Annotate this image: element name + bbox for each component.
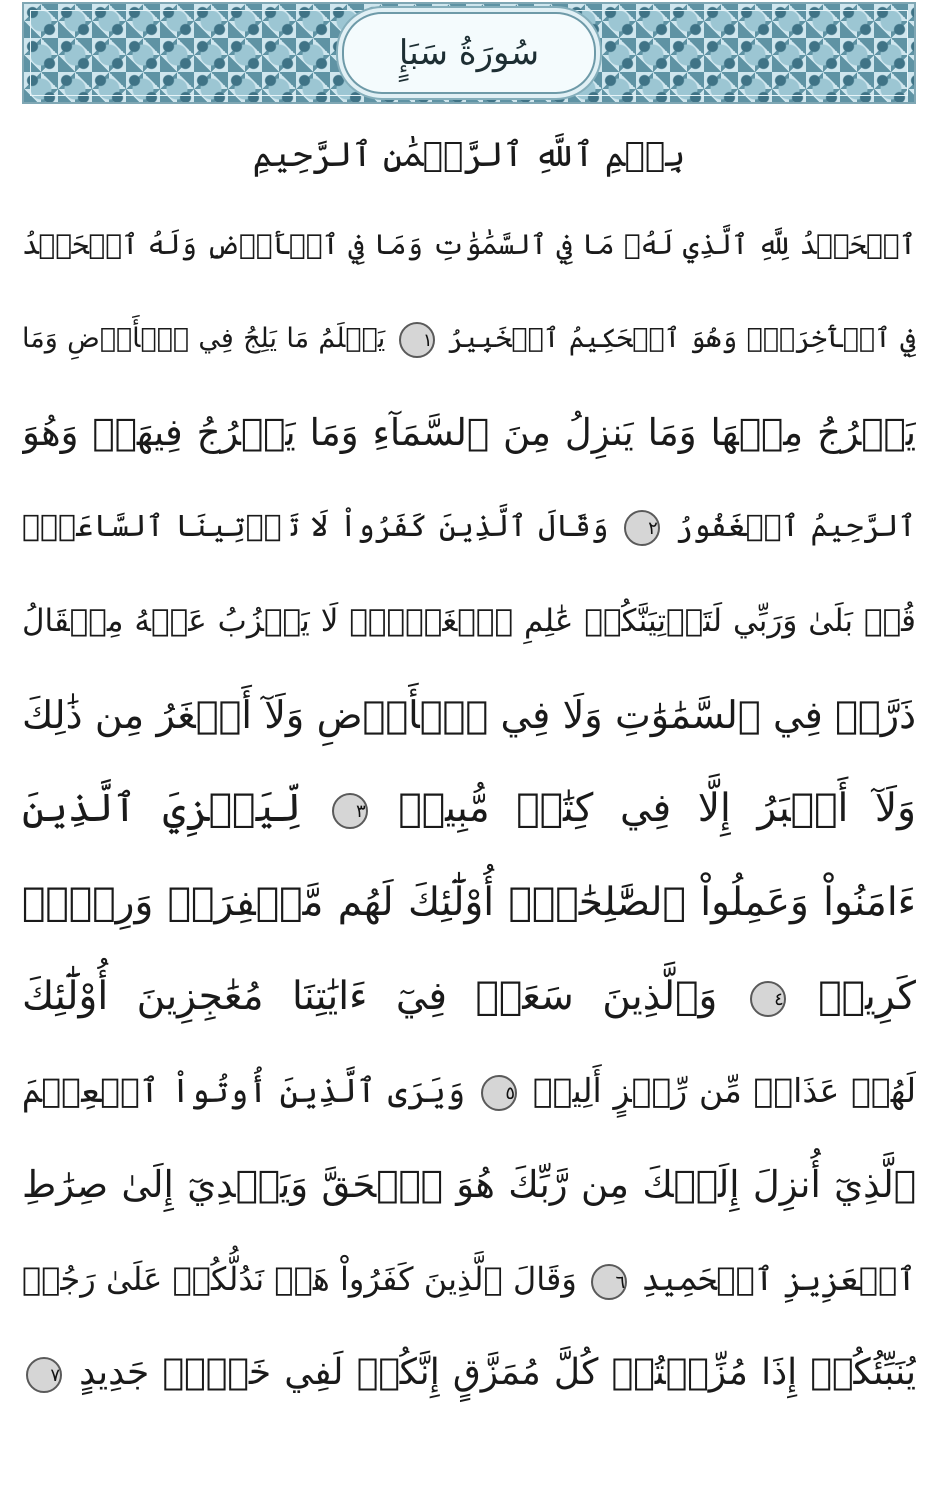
line-13-text: يُنَبِّئُكُمۡ إِذَا مُزِّقۡتُمۡ كُلَّ مُمَزَّقٍ إِنَّكُمۡ لَفِي خَلۡقٖ جَدِيدٍ [79,1352,916,1393]
ayah-number-marker: ٢ [624,510,660,546]
ayah-number-marker: ٣ [332,793,368,829]
line-5-text: قُلۡ بَلَىٰ وَرَبِّي لَتَأۡتِيَنَّكُمۡ عَٰلِمِ ٱلۡغَيۡبِۖ لَا يَعۡزُبُ عَنۡهُ مِثۡقَالُ [22,603,916,639]
surah-title: سُورَةُ سَبَإٍ [398,33,540,73]
surah-title-cartouche [342,12,596,94]
quran-text-body [22,198,916,1420]
text-line-3 [22,386,916,480]
text-line-12 [22,1232,916,1326]
line-4-text-a: ٱلرَّحِيمُ ٱلۡغَفُورُ [675,509,916,544]
line-4-text-b: وَقَالَ ٱلَّذِينَ كَفَرُواْ لَا تَأۡتِينَا ٱلسَّاعَةُۖ [22,509,609,544]
line-9-text-b: وَٱلَّذِينَ سَعَوۡ فِيٓ ءَايَٰتِنَا مُعَٰجِزِينَ أُوْلَٰٓئِكَ [22,974,718,1019]
text-line-13 [22,1326,916,1420]
line-12-text-a: ٱلۡعَزِيزِ ٱلۡحَمِيدِ [641,1260,916,1298]
text-line-5 [22,574,916,668]
line-8-text: ءَامَنُواْ وَعَمِلُواْ ٱلصَّٰلِحَٰتِۚ أُوْلَٰٓئِكَ لَهُم مَّغۡفِرَةٞ وَرِزۡقٞ [22,880,916,925]
line-6-text: ذَرَّةٖ فِي ٱلسَّمَٰوَٰتِ وَلَا فِي ٱلۡأَرۡضِ وَلَآ أَصۡغَرُ مِن ذَٰلِكَ [22,693,916,737]
line-9-text-a: كَرِيمٞ [818,974,916,1019]
text-line-1 [22,198,916,292]
text-line-10 [22,1044,916,1138]
line-7-text-a: وَلَآ أَكۡبَرُ إِلَّا فِي كِتَٰبٖ مُّبِينٖ [398,786,916,831]
line-1-text: ٱلۡحَمۡدُ لِلَّهِ ٱلَّذِي لَهُۥ مَا فِي ٱلسَّمَٰوَٰتِ وَمَا فِي ٱلۡأَرۡضِ وَلَهُ ٱلۡحَمۡدُ [22,228,916,261]
line-7-text-b: لِّيَجۡزِيَ ٱلَّذِينَ [22,786,302,831]
ayah-number-marker: ٧ [26,1357,62,1393]
line-10-text-a: لَهُمۡ عَذَابٞ مِّن رِّجۡزٍ أَلِيمٞ [532,1071,916,1110]
line-12-text-b: وَقَالَ ٱلَّذِينَ كَفَرُواْ هَلۡ نَدُلُّكُمۡ عَلَىٰ رَجُلٖ [22,1260,577,1298]
text-line-6 [22,668,916,762]
line-11-text: ٱلَّذِيٓ أُنزِلَ إِلَيۡكَ مِن رَّبِّكَ هُوَ ٱلۡحَقَّ وَيَهۡدِيٓ إِلَىٰ صِرَٰطِ [22,1163,916,1206]
surah-header-banner [22,2,916,104]
line-3-text: يَخۡرُجُ مِنۡهَا وَمَا يَنزِلُ مِنَ ٱلسَّمَآءِ وَمَا يَعۡرُجُ فِيهَاۚ وَهُوَ [22,411,916,454]
line-2-text-a: فِي ٱلۡأٓخِرَةِۚ وَهُوَ ٱلۡحَكِيمُ ٱلۡخَبِيرُ [447,323,916,354]
ayah-number-marker: ٦ [591,1264,627,1300]
ayah-number-marker: ١ [399,322,435,358]
line-2-text-b: يَعۡلَمُ مَا يَلِجُ فِي ٱلۡأَرۡضِ وَمَا [22,323,386,354]
line-10-text-b: وَيَرَى ٱلَّذِينَ أُوتُواْ ٱلۡعِلۡمَ [22,1071,466,1110]
ayah-number-marker: ٤ [750,981,786,1017]
text-line-7 [22,762,916,856]
text-line-9 [22,950,916,1044]
ayah-number-marker: ٥ [481,1075,517,1111]
text-line-11 [22,1138,916,1232]
text-line-2 [22,292,916,386]
text-line-4 [22,480,916,574]
basmala: بِسۡمِ ٱللَّهِ ٱلرَّحۡمَٰنِ ٱلرَّحِيمِ [252,135,686,175]
text-line-8 [22,856,916,950]
